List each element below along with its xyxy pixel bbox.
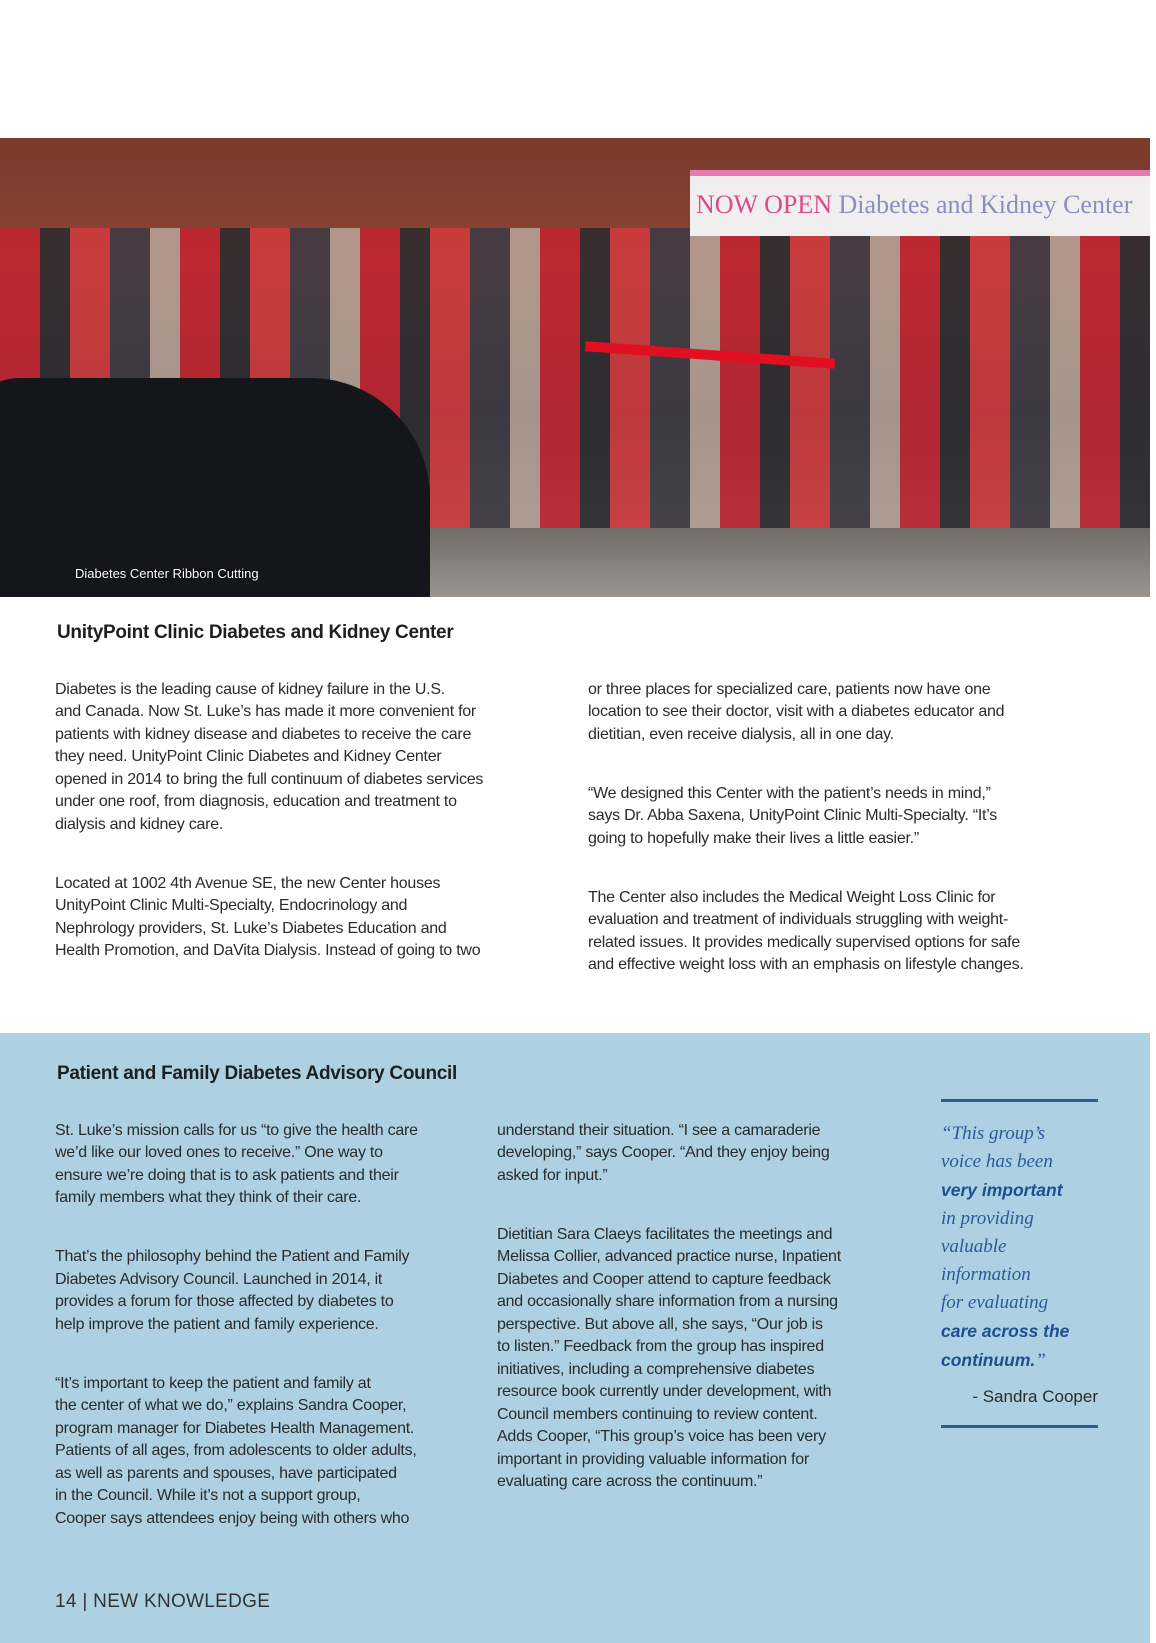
footer-separator: | <box>82 1590 88 1612</box>
quote-part: “This group’s voice has been <box>941 1123 1053 1172</box>
quote-part: ” <box>1035 1350 1046 1371</box>
banner-now-open: NOW OPEN <box>696 190 833 219</box>
paragraph: “It’s important to keep the patient and family at the center of what we do,” explains Sandra Cooper, program manager for Diabetes Health Management. Patients of all ages, from adolescents to older adults, as well as parents and spouses, have participated in the Council. While it’s not a support group, Cooper says attendees enjoy being with others who <box>55 1374 417 1527</box>
quote-text <box>941 1120 1098 1375</box>
page-number: 14 <box>55 1590 77 1612</box>
quote-emphasis: care across the continuum. <box>941 1321 1070 1370</box>
paragraph: St. Luke’s mission calls for us “to give the health care we’d like our loved ones to receive.” One way to ensure we’re doing that is to ask patients and their family members what they think of their care. <box>55 1121 418 1206</box>
pull-quote <box>941 1099 1098 1428</box>
quote-attribution: - Sandra Cooper <box>972 1387 1098 1406</box>
paragraph: Diabetes is the leading cause of kidney failure in the U.S. and Canada. Now St. Luke’s has made it more convenient for patients with kidney disease and diabetes to receive the care they need. UnityPoint Clinic Diabetes and Kidney Center opened in 2014 to bring the full continuum of diabetes services under one roof, from diagnosis, education and treatment to dialysis and kidney care. <box>55 680 484 833</box>
photo-caption: Diabetes Center Ribbon Cutting <box>75 566 259 581</box>
section1-columns <box>55 656 1150 1013</box>
section-title: Patient and Family Diabetes Advisory Council <box>57 1063 457 1084</box>
paragraph: That’s the philosophy behind the Patient and Family Diabetes Advisory Council. Launched in 2014, it provides a forum for those affected by diabetes to help improve the patient and family experience. <box>55 1248 410 1333</box>
banner-text: Diabetes and Kidney Center <box>838 190 1133 219</box>
section1-left-column <box>55 656 580 999</box>
advisory-council-panel <box>0 1033 1150 1643</box>
section2-middle-column <box>497 1097 929 1530</box>
quote-part: in providing valuable information for evaluating <box>941 1208 1049 1313</box>
paragraph: Dietitian Sara Claeys facilitates the meetings and Melissa Collier, advanced practice nurse, Inpatient Diabetes and Cooper attend to capture feedback and occasionally share information from a nursing perspective. But above all, she says, “Our job is to listen.” Feedback from the group has inspired initiatives, including a comprehensive diabetes resource book currently under development, with Council members continuing to review content. Adds Cooper, “This group’s voice has been very important in providing valuable information for evaluating care across the continuum.” <box>497 1225 841 1490</box>
paragraph: or three places for specialized care, patients now have one location to see their doctor, visit with a diabetes educator and dietitian, even receive dialysis, all in one day. <box>588 680 1005 743</box>
publication-name: NEW KNOWLEDGE <box>93 1590 271 1612</box>
diabetes-kidney-center-section <box>0 622 1150 1033</box>
paragraph: The Center also includes the Medical Weight Loss Clinic for evaluation and treatment of individuals struggling with weight- related issues. It provides medically supervised options for safe and effective weight loss with an emphasis on lifestyle changes. <box>588 888 1024 973</box>
paragraph: Located at 1002 4th Avenue SE, the new Center houses UnityPoint Clinic Multi-Specialty, Endocrinology and Nephrology providers, St. Luke’s Diabetes Education and Health Promotion, and DaVita Dialysis. Instead of going to two <box>55 874 481 959</box>
paragraph: understand their situation. “I see a camaraderie developing,” says Cooper. “And they enjoy being asked for input.” <box>497 1121 830 1184</box>
page-footer <box>55 1591 1150 1613</box>
section-title: UnityPoint Clinic Diabetes and Kidney Center <box>57 622 454 643</box>
section2-left-column <box>55 1097 491 1567</box>
paragraph: “We designed this Center with the patient’s needs in mind,” says Dr. Abba Saxena, UnityPoint Clinic Multi-Specialty. “It’s going to hopefully make their lives a little easier.” <box>588 784 997 847</box>
section1-right-column <box>588 656 1148 1013</box>
section2-columns <box>55 1097 1150 1567</box>
quote-emphasis: very important <box>941 1180 1063 1200</box>
